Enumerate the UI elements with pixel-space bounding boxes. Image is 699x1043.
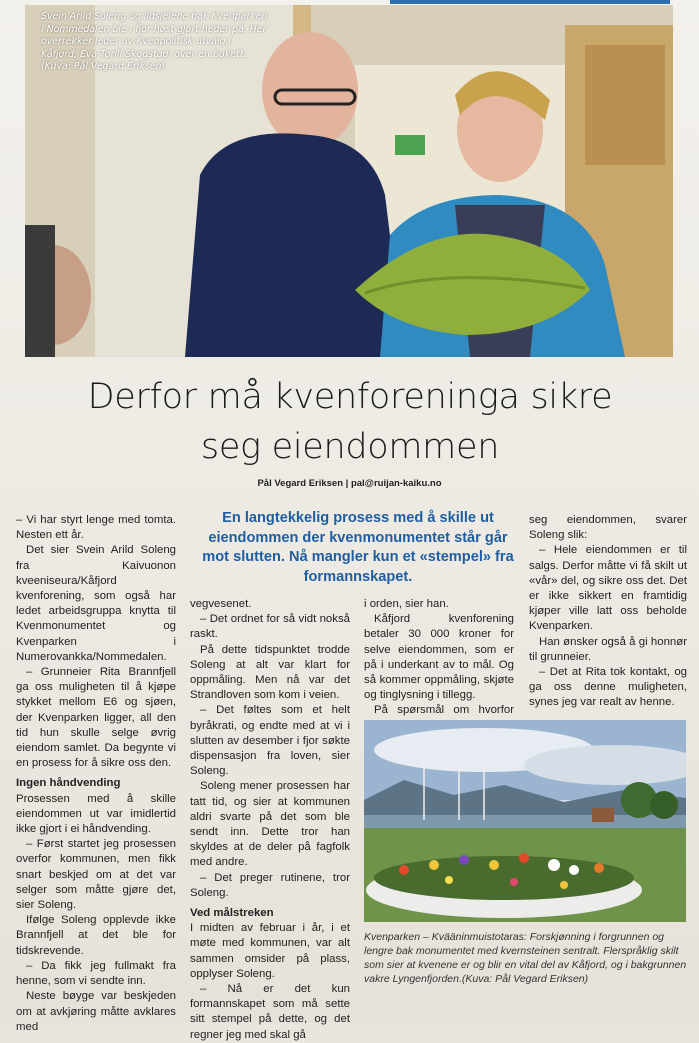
subheading: Ved målstreken: [190, 907, 274, 920]
paragraph: – Vi har styrt lenge med tomta. Nesten ett år.: [16, 514, 176, 542]
paragraph: – Det ordnet for så vidt nokså raskt.: [190, 613, 350, 641]
byline: Pål Vegard Eriksen | pal@ruijan-kaiku.no: [257, 478, 442, 489]
paragraph: På dette tidspunktet trodde Soleng at alt var klart for oppmåling. Men nå var det Strandloven som kom i veien.: [190, 643, 350, 702]
paragraph: I midten av februar i år, i et møte med kommunen, var alt sammen omsider på plass, opplyser Soleng.: [190, 922, 350, 980]
headline-line-1: Derfor må kvenforeninga sikre: [87, 377, 613, 417]
paragraph: Det sier Svein Arild Soleng fra Kaivuonon kveeniseura/Kåfjord kvenforening, som også har ledet arbeidsgruppa knytta til Kvenmonumentet og Kvenparken i Numerovankka/Nommedalen.: [16, 544, 176, 663]
bottom-photo: [364, 720, 686, 922]
paragraph: Ifølge Soleng opplevde ikke Brannfjell at det ble for tidskrevende.: [16, 914, 176, 957]
headline-line-2: seg eiendommen: [200, 427, 500, 467]
article-column-2: [190, 597, 350, 1043]
paragraph: – Det at Rita tok kontakt, og ga oss denne muligheten, synes jeg var realt av henne.: [529, 666, 687, 709]
paragraph: Neste bøyge var beskjeden om at avkjøring måtte avklares med: [16, 990, 176, 1033]
paragraph: – Da fikk jeg fullmakt fra henne, som vi sendte inn.: [16, 959, 176, 988]
paragraph: Kåfjord kvenforening betaler 30 000 kroner for selve eiendommen, som er på i underkant av to mål. Og så kommer oppmåling, skjøte og tinglysning i tillegg.: [364, 613, 514, 702]
lead-paragraph: En langtekkelig prosess med å skille ut eiendommen der kvenmonumentet står går mot slutten. Nå mangler kun et «stempel» fra formannskapet.: [202, 510, 514, 585]
top-photo: [25, 5, 673, 357]
section-color-bar: [390, 0, 670, 4]
paragraph: – Det preger rutinene, tror Soleng.: [190, 871, 350, 899]
paragraph: – Det føltes som et helt byråkrati, og endte med at vi i slutten av desember i fjor søkte dispensasjon fra loven, sier Soleng.: [190, 704, 350, 778]
top-photo-caption: Svein Arild Soleng og ildsjelene bak Kvenparken i Nommedalen ble i fjor høst gjort heder på. Her overrekker leder av Kvenpolitisk utvalg i Kåfjord, Eva Torill Skogstad, over en bukett. (Kuva: Pål Vegard Eriksen): [41, 11, 268, 72]
subheading: Ingen håndvending: [16, 777, 121, 790]
bottom-photo-illustration: [364, 720, 686, 922]
paragraph: Soleng mener prosessen har tatt tid, og sier at kommunen aldri svarte på det som ble sendt inn. Dette tror han skyldes at de deler på fagfolk med andre.: [190, 780, 350, 869]
bottom-photo-caption: Kvenparken – Kvääninmuistotaras: Forskjønning i forgrunnen og lengre bak monumentet med kvernsteinen sentralt. Flerspråklig skilt som sier at kvenene er og blir en vital del av Kåfjord, og i bakgrunnen vakre Lyngenfjorden.(Kuva: Pål Vegard Eriksen): [364, 931, 687, 985]
paragraph: – Hele eiendommen er til salgs. Derfor måtte vi få skilt ut «vår» del, og sikre oss det. Det er ikke sikkert en framtidig kjøper ville latt oss beholde Kvenparken.: [529, 544, 687, 633]
paragraph: Prosessen med å skille eiendommen ut var imidlertid ikke gjort i ei håndvending.: [16, 792, 176, 836]
article-column-1: [16, 513, 176, 1035]
paragraph: – Grunneier Rita Brannfjell ga oss muligheten til å kjøpe stykket mellom E6 og sjøen, der Kvenparken ligger, all den tid hun skulle selge øvrig eiendom samlet. Da begynte vi en prosess for å sikre oss den.: [16, 666, 176, 770]
paragraph: vegvesenet.: [190, 598, 252, 610]
article-column-4: [529, 513, 687, 711]
article-headline: [30, 372, 670, 472]
paragraph: – Først startet jeg prosessen overfor kommunen, men fikk snart beskjed om at det var selger som måtte gjøre det, sier Soleng.: [16, 838, 176, 912]
paragraph: seg eiendommen, svarer Soleng slik:: [529, 514, 687, 542]
paragraph: – Nå er det kun formannskapet som må sette sitt stempel på dette, og det regner jeg med skal gå: [190, 983, 350, 1041]
paragraph: i orden, sier han.: [364, 598, 449, 610]
paragraph: Han ønsker også å gi honnør til grunneier.: [529, 635, 687, 663]
paragraph: På spørsmål om hvorfor: [374, 704, 514, 717]
